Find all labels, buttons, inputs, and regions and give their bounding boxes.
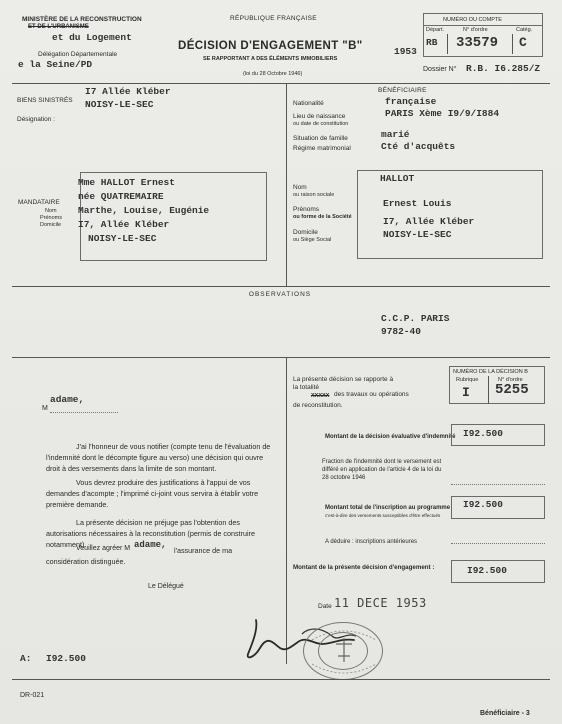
- letter-paragraph-1: J'ai l'honneur de vous notifier (compte tenu de l'évaluation de l'indemnité dont le décompte figure au verso) une décision qui ouvre droit à des versements dans la limite de son montant.: [46, 442, 271, 473]
- account-divider: [423, 25, 543, 26]
- account-col-order: N° d'ordre: [463, 27, 488, 33]
- montant-present-label: Montant de la présente décision d'engagement :: [293, 564, 435, 571]
- prenoms-sub: ou forme de la Société: [293, 214, 352, 220]
- intro-line1: La présente décision se rapporte à: [293, 376, 394, 383]
- decision-col-rubrique: Rubrique: [456, 377, 479, 383]
- greeting-prefix: M: [42, 405, 48, 412]
- observations-rule: [12, 286, 550, 287]
- greeting-dots: [50, 412, 118, 413]
- header-rule: [12, 83, 550, 84]
- ministry-struck: ET DE L'URBANISME: [28, 24, 89, 30]
- nom-value: HALLOT: [380, 173, 415, 184]
- mandataire-line1: Mme HALLOT Ernest: [78, 177, 175, 188]
- observations-line2: 9782-40: [381, 326, 421, 337]
- regime-label: Régime matrimonial: [293, 145, 351, 152]
- designation-label: Désignation :: [17, 116, 55, 123]
- mandataire-sub-domicile: Domicile: [40, 222, 62, 228]
- delegation-label: Délégation Départementale: [38, 51, 118, 58]
- beneficiaire-heading: BÉNÉFICIAIRE: [378, 87, 427, 94]
- date-label: Date: [318, 603, 332, 610]
- a-value: I92.500: [46, 653, 86, 664]
- lower-rule: [12, 357, 550, 358]
- law-reference: (loi du 28 Octobre 1946): [243, 71, 303, 77]
- domicile-sub: ou Siège Social: [293, 237, 332, 243]
- biens-line1: I7 Allée Kléber: [85, 86, 171, 97]
- fraction-label: Fraction de l'indemnité dont le versement est différé en application de l'article 4 de la loi du 28 octobre 1946: [322, 459, 442, 481]
- dossier-label: Dossier N°: [423, 66, 457, 73]
- account-sep-2: [512, 34, 513, 54]
- decision-number-title: NUMÉRO DE LA DÉCISION B: [453, 369, 528, 375]
- regime-value: Cté d'acquêts: [381, 141, 456, 152]
- nom-label: Nom: [293, 184, 307, 191]
- domicile-label: Domicile: [293, 229, 318, 236]
- ministry-typed: et du Logement: [52, 32, 132, 43]
- naissance-label: Lieu de naissance: [293, 113, 346, 120]
- letter-paragraph-3: La présente décision ne préjuge pas l'obtention des autorisations nécessaires à la reconstitution (permis de construire notamment).: [46, 518, 255, 549]
- fraction-dots: [451, 484, 545, 485]
- closing-typed: adame,: [134, 540, 167, 550]
- year-typed: 1953: [394, 46, 417, 57]
- decision-rubrique: I: [462, 385, 470, 400]
- delegue-label: Le Délégué: [148, 583, 184, 590]
- account-cat: C: [519, 35, 527, 50]
- account-sep-1: [447, 34, 448, 54]
- observations-line1: C.C.P. PARIS: [381, 313, 450, 324]
- famille-value: marié: [381, 129, 410, 140]
- mandataire-line2: née QUATREMAIRE: [78, 191, 164, 202]
- montant-eval-value: I92.500: [463, 428, 503, 439]
- intro-line3: des travaux ou opérations: [334, 391, 409, 398]
- nationalite-value: française: [385, 96, 437, 107]
- decision-sep: [488, 376, 489, 404]
- document-title: DÉCISION D'ENGAGEMENT "B": [178, 40, 363, 52]
- copy-label: Bénéficiaire - 3: [480, 710, 530, 717]
- mandataire-line4: I7, Allée Kléber: [78, 219, 170, 230]
- montant-total-value: I92.500: [463, 499, 503, 510]
- account-number: 33579: [456, 35, 499, 51]
- form-code: DR-021: [20, 692, 45, 699]
- document-subtitle: SE RAPPORTANT A DES ÉLÉMENTS IMMOBILIERS: [203, 56, 338, 62]
- intro-line4: de reconstitution.: [293, 402, 343, 409]
- mandataire-label: MANDATAIRE: [18, 199, 60, 206]
- domicile-line2: NOISY-LE-SEC: [383, 229, 452, 240]
- delegation-typed: e la Seine/PD: [18, 59, 93, 70]
- deduire-label: A déduire : inscriptions antérieures: [325, 539, 418, 545]
- date-stamp: 11 DECE 1953: [334, 596, 427, 610]
- deduire-dots: [451, 543, 545, 544]
- account-title: NUMÉRO DU COMPTE: [443, 17, 502, 23]
- mandataire-sub-nom: Nom: [45, 208, 57, 214]
- mandataire-sub-prenoms: Prénoms: [40, 215, 63, 221]
- republic-label: RÉPUBLIQUE FRANÇAISE: [230, 15, 317, 22]
- intro-line2: la totalité: [293, 384, 320, 391]
- a-label: A:: [20, 653, 32, 664]
- letter-paragraph-2: Vous devrez produire des justifications à l'appui de vos demandes d'acompte ; l'imprimé ci-joint vous servira à établir votre première demande.: [46, 478, 259, 509]
- prenoms-label: Prénoms: [293, 206, 320, 213]
- biens-line2: NOISY-LE-SEC: [85, 99, 154, 110]
- mandataire-line5: NOISY-LE-SEC: [88, 233, 157, 244]
- nom-sub: ou raison sociale: [293, 192, 335, 198]
- dossier-value: R.B. I6.285/Z: [466, 63, 541, 74]
- footer-rule: [12, 679, 550, 680]
- greeting-typed: adame,: [50, 394, 85, 405]
- nationalite-label: Nationalité: [293, 100, 324, 107]
- montant-eval-label: Montant de la décision évaluative d'indemnité: [325, 434, 456, 440]
- account-dept: RB: [426, 37, 438, 48]
- prenoms-value: Ernest Louis: [383, 198, 452, 209]
- decision-col-ordre: N° d'ordre: [498, 377, 523, 383]
- closing-sentence: l'assurance de ma considération distinguée.: [46, 546, 233, 566]
- stamp-emblem-icon: [302, 620, 386, 682]
- montant-total-label: Montant total de l'inscription au programme: [325, 505, 451, 511]
- famille-label: Situation de famille: [293, 135, 348, 142]
- observations-heading: OBSERVATIONS: [248, 291, 312, 298]
- middle-divider: [286, 83, 287, 286]
- account-col-dept: Départ.: [426, 27, 445, 33]
- intro-struck: XXXXX: [311, 393, 330, 399]
- mandataire-line3: Marthe, Louise, Eugénie: [78, 205, 210, 216]
- montant-total-sub: c'est-à-dire des versements susceptibles d'être effectués: [325, 513, 441, 518]
- biens-label: BIENS SINISTRÉS: [17, 97, 73, 104]
- account-col-cat: Catég.: [516, 27, 533, 33]
- closing-prefix: Veuillez agréer M: [76, 545, 131, 552]
- decision-ordre: 5255: [495, 382, 529, 398]
- naissance-value: PARIS Xème I9/9/I884: [385, 108, 500, 119]
- domicile-line1: I7, Allée Kléber: [383, 216, 475, 227]
- naissance-sub: ou date de constitution: [293, 121, 349, 127]
- ministry-line1: MINISTÈRE DE LA RECONSTRUCTION: [22, 16, 142, 23]
- montant-present-value: I92.500: [467, 565, 507, 576]
